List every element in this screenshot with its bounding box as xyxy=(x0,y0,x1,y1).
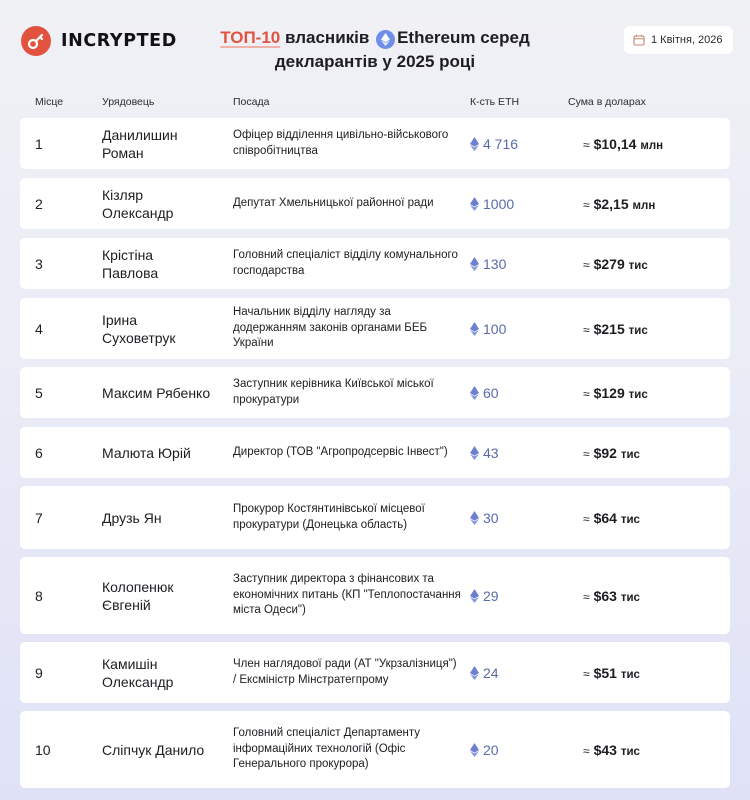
table-row xyxy=(20,298,730,359)
eth-amount: 20 xyxy=(483,742,499,758)
usd-unit: млн xyxy=(640,140,664,152)
position-cell: Прокурор Костянтинівської місцевої прокуратури (Донецька область) xyxy=(233,503,425,531)
title-coin: Ethereum серед xyxy=(397,28,530,47)
ethereum-icon xyxy=(470,137,479,151)
column-header-name: Урядовець xyxy=(102,96,155,108)
rank-cell: 1 xyxy=(35,136,43,152)
ethereum-icon xyxy=(470,743,479,757)
rank-cell: 4 xyxy=(35,321,43,337)
eth-amount: 100 xyxy=(483,321,507,337)
approx-symbol: ≈ xyxy=(583,323,590,337)
usd-cell xyxy=(583,742,640,758)
approx-symbol: ≈ xyxy=(583,258,590,272)
name-cell: Ірина Суховетрук xyxy=(102,312,176,346)
title-line2: декларантів у 2025 році xyxy=(274,52,476,71)
approx-symbol: ≈ xyxy=(583,590,590,604)
eth-cell xyxy=(470,196,514,212)
usd-cell xyxy=(583,445,640,461)
eth-cell xyxy=(470,665,499,681)
table-row xyxy=(20,427,730,478)
position-cell: Головний спеціаліст Департаменту інформаційних технологій (Офіс Генерального прокурора) xyxy=(233,727,421,770)
rank-cell: 3 xyxy=(35,256,43,272)
name-cell: Кізляр Олександр xyxy=(102,187,174,221)
name-cell: Малюта Юрій xyxy=(102,445,191,461)
name-cell: Данилишин Роман xyxy=(102,127,178,161)
usd-unit: тис xyxy=(628,325,648,337)
eth-amount: 60 xyxy=(483,385,499,401)
eth-cell xyxy=(470,256,506,272)
position-cell: Директор (ТОВ "Агропродсервіс Інвест") xyxy=(233,446,448,458)
usd-amount: $43 xyxy=(593,742,617,758)
position-cell: Офіцер відділення цивільно-військового співробітництва xyxy=(233,129,449,157)
usd-cell xyxy=(583,136,663,152)
eth-amount: 4 716 xyxy=(483,136,519,152)
usd-unit: тис xyxy=(620,514,640,526)
table-row xyxy=(20,486,730,549)
usd-cell xyxy=(583,510,640,526)
approx-symbol: ≈ xyxy=(583,447,590,461)
position-cell: Член наглядової ради (АТ "Укрзалізниця") / Ексміністр Мінстратегпрому xyxy=(233,658,457,686)
ethereum-icon xyxy=(376,30,395,49)
usd-amount: $279 xyxy=(593,256,625,272)
usd-unit: тис xyxy=(628,389,648,401)
usd-unit: тис xyxy=(620,449,640,461)
rank-cell: 9 xyxy=(35,665,43,681)
table-row xyxy=(20,118,730,169)
usd-cell xyxy=(583,385,648,401)
page-title xyxy=(200,26,550,74)
eth-cell xyxy=(470,136,518,152)
position-cell: Начальник відділу нагляду за додержанням законів органами БЕБ України xyxy=(233,306,428,349)
ethereum-icon xyxy=(470,197,479,211)
ethereum-icon xyxy=(470,666,479,680)
rank-cell: 5 xyxy=(35,385,43,401)
approx-symbol: ≈ xyxy=(583,138,590,152)
usd-amount: $215 xyxy=(593,321,625,337)
usd-unit: тис xyxy=(628,260,648,272)
position-cell: Депутат Хмельницької районної ради xyxy=(233,197,434,209)
rank-cell: 6 xyxy=(35,445,43,461)
approx-symbol: ≈ xyxy=(583,198,590,212)
usd-unit: тис xyxy=(620,669,640,681)
rank-cell: 2 xyxy=(35,196,43,212)
table-row xyxy=(20,238,730,289)
name-cell: Колопенюк Євгеній xyxy=(102,579,174,613)
usd-amount: $10,14 xyxy=(593,136,637,152)
eth-cell xyxy=(470,445,499,461)
title-accent: ТОП-10 xyxy=(220,28,281,47)
table-row xyxy=(20,178,730,229)
usd-unit: тис xyxy=(620,746,640,758)
usd-cell xyxy=(583,196,655,212)
eth-cell xyxy=(470,321,506,337)
title-part1: власників xyxy=(284,28,370,47)
name-cell: Максим Рябенко xyxy=(102,385,211,401)
date-label: 1 Квітня, 2026 xyxy=(651,34,723,46)
rank-cell: 7 xyxy=(35,510,43,526)
usd-amount: $2,15 xyxy=(593,196,629,212)
name-cell: Камишін Олександр xyxy=(102,656,174,690)
ethereum-icon xyxy=(470,589,479,603)
approx-symbol: ≈ xyxy=(583,667,590,681)
position-cell: Заступник керівника Київської міської прокуратури xyxy=(233,378,434,406)
approx-symbol: ≈ xyxy=(583,744,590,758)
date-badge xyxy=(624,26,733,54)
usd-cell xyxy=(583,665,640,681)
approx-symbol: ≈ xyxy=(583,512,590,526)
approx-symbol: ≈ xyxy=(583,387,590,401)
table-row xyxy=(20,557,730,634)
eth-amount: 30 xyxy=(483,510,499,526)
name-cell: Крістіна Павлова xyxy=(102,247,159,281)
column-header-usd: Сума в доларах xyxy=(568,96,646,108)
usd-cell xyxy=(583,321,648,337)
header xyxy=(0,0,750,88)
name-cell: Сліпчук Данило xyxy=(102,742,205,758)
ethereum-icon xyxy=(470,446,479,460)
column-header-position: Посада xyxy=(233,96,270,108)
rank-cell: 8 xyxy=(35,588,43,604)
brand-logo xyxy=(21,26,177,56)
ethereum-icon xyxy=(470,257,479,271)
usd-amount: $129 xyxy=(593,385,625,401)
rank-cell: 10 xyxy=(35,742,51,758)
column-header-eth: К-сть ETH xyxy=(470,96,520,108)
ethereum-icon xyxy=(470,511,479,525)
eth-amount: 1000 xyxy=(483,196,515,212)
usd-amount: $51 xyxy=(593,665,617,681)
usd-cell xyxy=(583,256,648,272)
eth-cell xyxy=(470,588,499,604)
eth-cell xyxy=(470,742,499,758)
table-row xyxy=(20,642,730,703)
eth-cell xyxy=(470,385,499,401)
eth-amount: 24 xyxy=(483,665,499,681)
eth-cell xyxy=(470,510,499,526)
brand-name: INCRYPTED xyxy=(61,31,177,51)
eth-amount: 130 xyxy=(483,256,507,272)
calendar-icon xyxy=(633,34,645,46)
position-cell: Заступник директора з фінансових та економічних питань (КП "Теплопостачання міста Одеси") xyxy=(233,573,461,616)
position-cell: Головний спеціаліст відділу комунального господарства xyxy=(233,249,458,277)
ethereum-icon xyxy=(470,386,479,400)
usd-unit: тис xyxy=(620,592,640,604)
table-row xyxy=(20,367,730,418)
eth-amount: 43 xyxy=(483,445,499,461)
ethereum-icon xyxy=(470,322,479,336)
usd-amount: $63 xyxy=(593,588,617,604)
eth-amount: 29 xyxy=(483,588,499,604)
name-cell: Друзь Ян xyxy=(102,510,162,526)
usd-cell xyxy=(583,588,640,604)
column-header-rank: Місце xyxy=(35,96,64,108)
table-row xyxy=(20,711,730,788)
usd-unit: млн xyxy=(632,200,656,212)
usd-amount: $64 xyxy=(593,510,617,526)
usd-amount: $92 xyxy=(593,445,617,461)
key-logo-icon xyxy=(21,26,51,56)
